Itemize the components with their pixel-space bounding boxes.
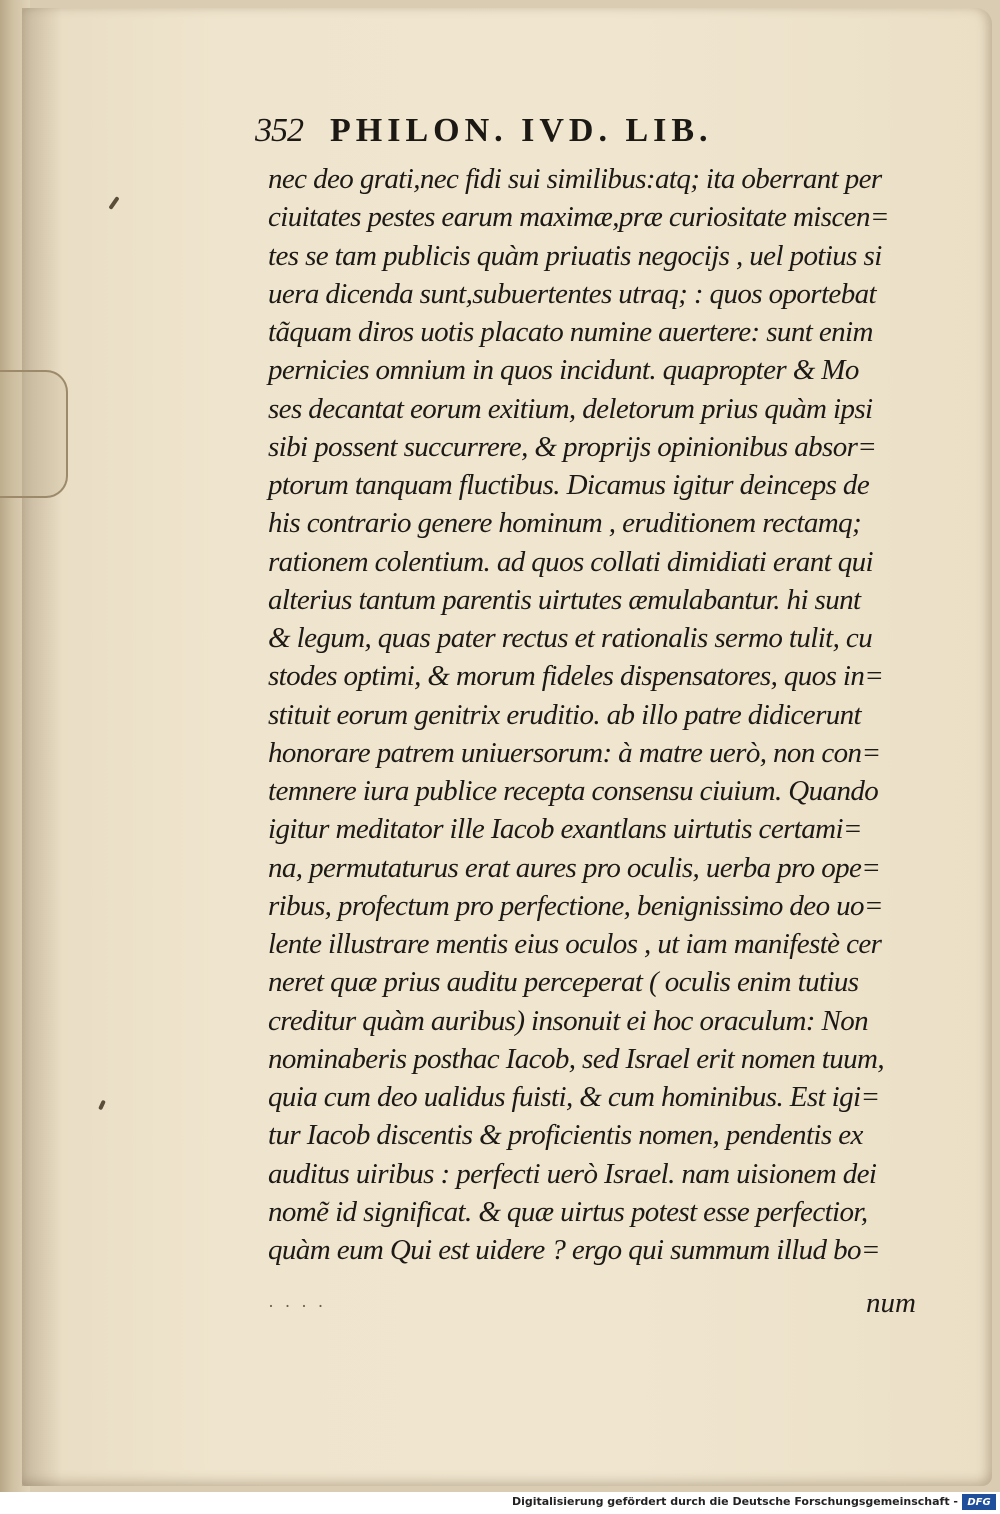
text-line: quàm eum Qui est uidere ? ergo qui summum illud bo=	[268, 1234, 880, 1266]
text-line: nominaberis posthac Iacob, sed Israel erit nomen tuum,	[268, 1042, 884, 1075]
text-line: nec deo grati,nec fidi sui similibus:atq; ita oberrant per	[268, 163, 882, 195]
text-line: creditur quàm auribus) insonuit ei hoc oraculum: Non	[268, 1004, 869, 1037]
text-line: rationem colentium. ad quos collati dimidiati erant qui	[268, 545, 873, 578]
text-line: uera dicenda sunt,subuertentes utraq; : quos oportebat	[268, 277, 876, 310]
text-line: honorare patrem uniuersorum: à matre uerò, non con=	[268, 736, 881, 769]
text-line: sibi possent succurrere, & proprijs opinionibus absor=	[268, 430, 877, 463]
text-line: auditus uiribus : perfecti uerò Israel. nam uisionem dei	[268, 1157, 877, 1190]
catchword: num	[866, 1287, 916, 1319]
text-line: tur Iacob discentis & proficientis nomen, pendentis ex	[268, 1119, 863, 1152]
text-line: tes se tam publicis quàm priuatis negocijs , uel potius si	[268, 239, 882, 272]
text-line: neret quæ prius auditu perceperat ( oculis enim tutius	[268, 966, 859, 999]
text-line: stituit eorum genitrix eruditio. ab illo patre didicerunt	[268, 698, 862, 731]
text-line: temnere iura publice recepta consensu ciuium. Quando	[268, 775, 879, 807]
text-line: ses decantat eorum exitium, deletorum prius quàm ipsi	[268, 392, 873, 425]
text-line: quia cum deo ualidus fuisti, & cum hominibus. Est igi=	[268, 1081, 880, 1113]
text-line: ptorum tanquam fluctibus. Dicamus igitur deinceps de	[268, 469, 870, 501]
text-line: ciuitates pestes earum maximæ,præ curiositate miscen=	[268, 201, 889, 234]
text-line: his contrario genere hominum , eruditionem rectamq;	[268, 507, 862, 540]
text-line: pernicies omnium in quos incidunt. quapropter & Mo	[268, 354, 859, 387]
digitization-footer	[0, 1492, 1000, 1514]
text-line: igitur meditator ille Iacob exantlans uirtutis certami=	[268, 813, 862, 846]
ink-dots: · · · ·	[268, 1296, 327, 1316]
page-header	[255, 112, 835, 160]
body-text	[268, 160, 928, 1269]
text-line: & legum, quas pater rectus et rationalis sermo tulit, cu	[268, 622, 873, 654]
text-line: stodes optimi, & morum fideles dispensatores, quos in=	[268, 660, 884, 693]
text-line: lente illustrare mentis eius oculos , ut iam manifestè cer	[268, 928, 882, 960]
text-line: alterius tantum parentis uirtutes æmulabantur. hi sunt	[268, 583, 861, 616]
text-line: na, permutaturus erat aures pro oculis, uerba pro ope=	[268, 851, 881, 884]
spine-shadow	[22, 8, 62, 1486]
text-line: nomẽ id significat. & quæ uirtus potest esse perfectior,	[268, 1195, 868, 1228]
clasp-tab	[0, 370, 68, 498]
dfg-logo: DFG	[962, 1494, 996, 1510]
funding-credit: Digitalisierung gefördert durch die Deutsche Forschungsgemeinschaft -	[511, 1495, 958, 1508]
page-number: 352	[255, 112, 303, 149]
text-line: tãquam diros uotis placato numine auertere: sunt enim	[268, 316, 873, 348]
running-head: PHILON. IVD. LIB.	[330, 112, 713, 149]
text-line: ribus, profectum pro perfectione, benignissimo deo uo=	[268, 889, 883, 922]
